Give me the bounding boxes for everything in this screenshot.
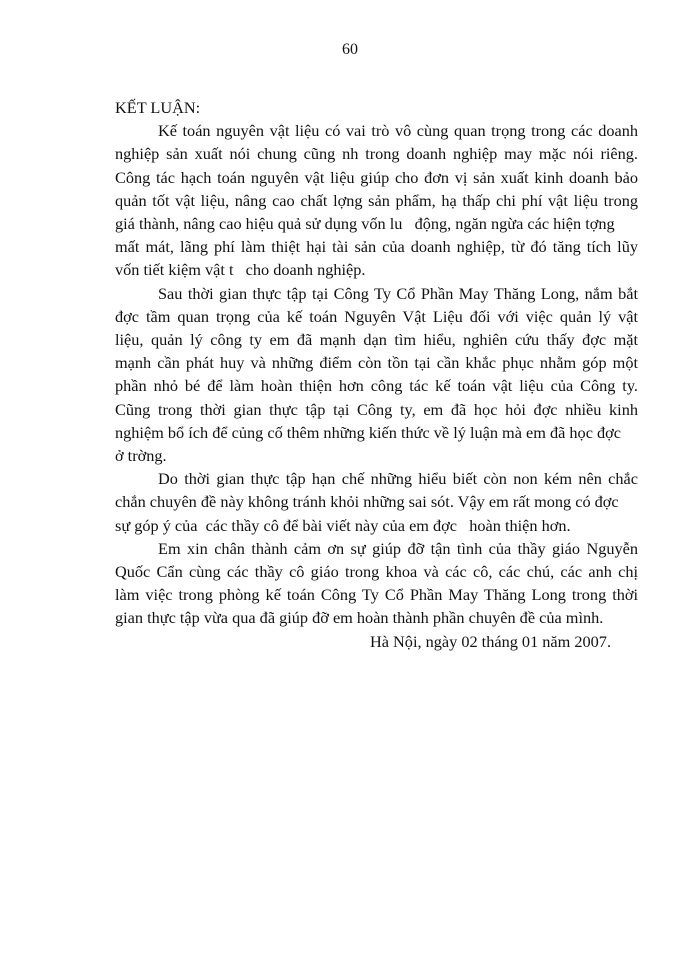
text-line: mất mát, lãng phí làm thiệt hại tài sản của doanh nghiệp, từ đó tăng tích lũy xyxy=(115,237,638,257)
text-line: giá thành, nâng cao hiệu quả sử dụng vốn lu động, ngăn ngừa các hiện tợng xyxy=(115,214,615,234)
text-line: Kế toán nguyên vật liệu có vai trò vô cùng quan trọng trong các doanh xyxy=(158,121,638,141)
text-line: sự góp ý của các thầy cô để bài viết này của em đợc hoàn thiện hơn. xyxy=(115,515,571,535)
text-line: liệu, quản lý công ty em đã mạnh dạn tìm hiểu, nghiên cứu thấy đợc mặt xyxy=(115,330,638,350)
text-line: Sau thời gian thực tập tại Công Ty Cổ Phần May Thăng Long, nắm bắt xyxy=(158,283,638,303)
text-line: gian thực tập vừa qua đã giúp đỡ em hoàn thành phần chuyên đề của mình. xyxy=(115,608,604,628)
text-line: làm việc trong phòng kế toán Công Ty Cổ Phần May Thăng Long trong thời xyxy=(115,585,638,605)
text-line: Công tác hạch toán nguyên vật liệu giúp cho đơn vị sản xuất kinh doanh bảo xyxy=(115,167,638,187)
paragraph-1 xyxy=(115,119,638,281)
page-number: 60 xyxy=(342,41,358,58)
text-line: nghiệp sản xuất nói chung cũng nh trong doanh nghiệp may mặc nói riêng. xyxy=(115,144,638,164)
document-body xyxy=(115,96,638,653)
text-line: quản tốt vật liệu, nâng cao chất lợng sản phẩm, hạ thấp chi phí vật liệu trong xyxy=(115,190,638,210)
text-line: vốn tiết kiệm vật t cho doanh nghiệp. xyxy=(115,260,366,280)
text-line: Em xin chân thành cảm ơn sự giúp đỡ tận tình của thầy giáo Nguyễn xyxy=(158,538,638,558)
paragraph-3 xyxy=(115,467,638,537)
text-line: chắn chuyên đề này không tránh khỏi những sai sót. Vậy em rất mong có đợc xyxy=(115,492,619,512)
section-heading: KẾT LUẬN: xyxy=(115,98,201,117)
text-line: nghiệm bổ ích để củng cố thêm những kiến thức về lý luận mà em đã học đợc xyxy=(115,422,621,442)
text-line: ở trờng. xyxy=(115,446,167,466)
text-line: Cũng trong thời gian thực tập tại Công ty, em đã học hỏi đợc nhiều kinh xyxy=(115,399,638,419)
paragraph-4 xyxy=(115,537,638,630)
signoff-date: Hà Nội, ngày 02 tháng 01 năm 2007. xyxy=(370,631,612,651)
text-line: Quốc Cẩn cùng các thầy cô giáo trong khoa và các cô, các chú, các anh chị xyxy=(115,562,638,582)
text-line: phần nhỏ bé để làm hoàn thiện hơn công tác kế toán vật liệu của Công ty. xyxy=(115,376,638,396)
paragraph-2 xyxy=(115,282,638,468)
text-line: mạnh cần phát huy và những điểm còn tồn tại cần khắc phục nhằm góp một xyxy=(115,353,638,373)
text-line: đợc tầm quan trọng của kế toán Nguyên Vật Liệu đối với việc quản lý vật xyxy=(115,306,638,326)
text-line: Do thời gian thực tập hạn chế những hiểu biết còn non kém nên chắc xyxy=(158,469,638,489)
